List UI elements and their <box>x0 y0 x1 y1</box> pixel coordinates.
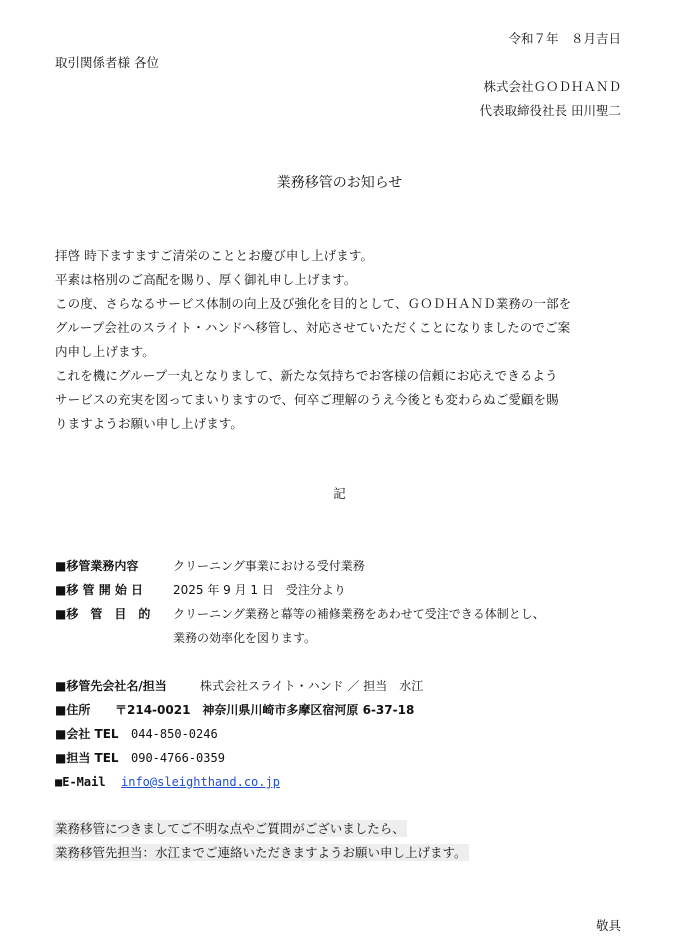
body-line: グループ会社のスライト・ハンドへ移管し、対応させていただくことになりましたのでご案 <box>55 320 571 335</box>
body-line: りますようお願い申し上げます。 <box>55 416 244 431</box>
contact-value: 044-850-0246 <box>131 727 218 741</box>
contact-label: ■移管先会社名/担当 <box>55 679 167 693</box>
contact-label: ■住所 <box>55 703 91 717</box>
sender-company: 株式会社ＧＯＤＨＡＮＤ <box>483 79 621 94</box>
body-line: 拝啓 時下ますますご清栄のこととお慶び申し上げます。 <box>55 248 374 263</box>
contact-label: ■会社 TEL <box>55 727 119 741</box>
detail-label: ■移 管 開 始 日 <box>55 583 144 597</box>
detail-row-purpose-cont: 業務の効率化を図ります。 <box>173 631 317 645</box>
detail-label: ■移管業務内容 <box>55 559 139 573</box>
body-line: これを機にグループ一丸となりまして、新たな気持ちでお客様の信頼にお応えできるよう <box>55 368 558 383</box>
detail-value: 2025 年 9 月 1 日 受注分より <box>173 583 346 597</box>
sender-representative: 代表取締役社長 田川聖二 <box>479 103 621 118</box>
keigu-closing: 敬具 <box>595 918 621 933</box>
contact-email-row <box>55 776 280 788</box>
body-line: 平素は格別のご高配を賜り、厚く御礼申し上げます。 <box>55 272 357 287</box>
body-line: この度、さらなるサービス体制の向上及び強化を目的として、ＧＯＤＨＡＮＤ業務の一部を <box>55 296 572 311</box>
closing-line: 業務移管につきましてご不明な点やご質問がございましたら、 <box>55 821 405 836</box>
detail-row-start-date <box>55 584 346 596</box>
contact-value: 株式会社スライト・ハンド ／ 担当 水江 <box>200 679 424 693</box>
detail-label: ■移 管 目 的 <box>55 607 151 621</box>
body-line: サービスの充実を図ってまいりますので、何卒ご理解のうえ今後とも変わらぬご愛顧を賜 <box>55 392 559 407</box>
contact-value: 090-4766-0359 <box>131 751 225 765</box>
detail-row-business <box>55 560 365 572</box>
contact-transfer-row <box>55 680 423 692</box>
page-title: 業務移管のお知らせ <box>276 175 403 191</box>
contact-staff-tel-row <box>55 752 225 764</box>
contact-company-tel-row <box>55 728 218 740</box>
body-line: 内申し上げます。 <box>55 344 155 359</box>
detail-row-purpose <box>55 608 545 620</box>
contact-address-row <box>55 704 414 716</box>
ki-heading: 記 <box>333 486 346 501</box>
recipient-line: 取引関係者様 各位 <box>55 55 159 70</box>
contact-label: ■E-Mail <box>55 775 106 789</box>
email-link[interactable]: info@sleighthand.co.jp <box>121 775 280 789</box>
closing-line: 業務移管先担当：水江までご連絡いただきますようお願い申し上げます。 <box>55 845 467 860</box>
body-paragraph <box>55 244 625 436</box>
contact-value: 〒214-0021 神奈川県川崎市多摩区宿河原 6-37-18 <box>115 703 415 717</box>
detail-value: クリーニング業務と幕等の補修業務をあわせて受注できる体制とし、 <box>173 607 545 621</box>
contact-label: ■担当 TEL <box>55 751 119 765</box>
letter-date: 令和７年 ８月吉日 <box>508 31 621 46</box>
detail-value: クリーニング事業における受付業務 <box>173 559 365 573</box>
